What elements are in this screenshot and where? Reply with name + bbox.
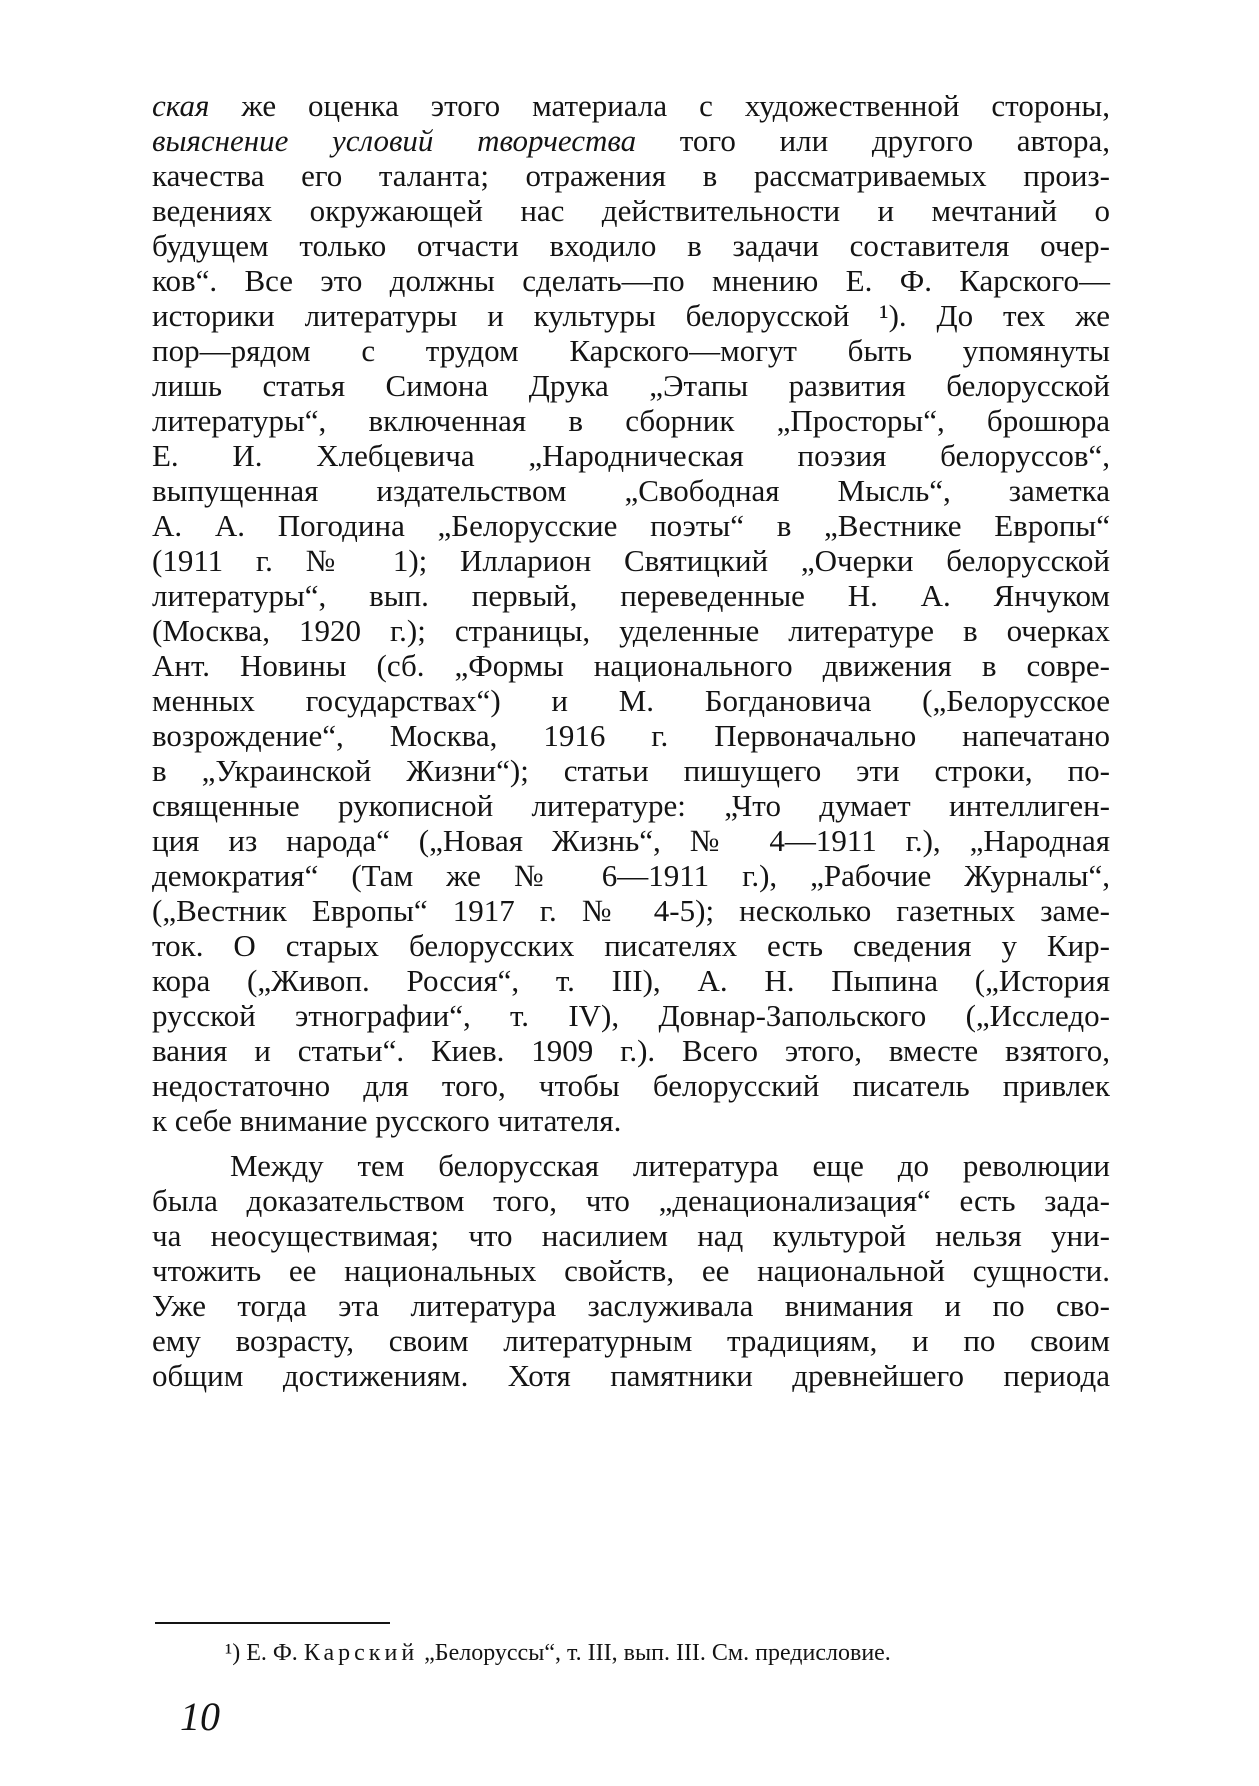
- text-line: литературы“, вып. первый, переведенные Н. А. Янчуком: [152, 578, 1110, 613]
- text-line: ков“. Все это должны сделать—по мнению Е. Ф. Карского—: [152, 263, 1110, 298]
- text-line: общим достижениям. Хотя памятники древнейшего периода: [152, 1358, 1110, 1393]
- line-text: того или другого автора,: [636, 123, 1110, 158]
- text-line: пор—рядом с трудом Карского—могут быть упомянуты: [152, 333, 1110, 368]
- text-line: выпущенная издательством „Свободная Мысль“, заметка: [152, 473, 1110, 508]
- text-line: недостаточно для того, чтобы белорусский писатель привлек: [152, 1068, 1110, 1103]
- text-line: будущем только отчасти входило в задачи составителя очер-: [152, 228, 1110, 263]
- text-line: менных государствах“) и М. Богдановича („Белорусское: [152, 683, 1110, 718]
- text-line: („Вестник Европы“ 1917 г. № 4-5); несколько газетных заме-: [152, 893, 1110, 928]
- text-line: (Москва, 1920 г.); страницы, уделенные литературе в очерках: [152, 613, 1110, 648]
- text-line: [152, 86, 1110, 126]
- footnote-marker: ¹) Е. Ф.: [225, 1640, 304, 1666]
- text-line: к себе внимание русского читателя.: [152, 1103, 622, 1138]
- text-line: кора („Живоп. Россия“, т. III), А. Н. Пыпина („История: [152, 963, 1110, 998]
- paragraph-start-line: Между тем белорусская литература еще до революции: [230, 1148, 1110, 1183]
- text-line: Ант. Новины (сб. „Формы национального движения в совре-: [152, 648, 1110, 683]
- line-text: же оценка этого материала с художественной стороны,: [209, 88, 1110, 123]
- text-line: Е. И. Хлебцевича „Народническая поэзия белоруссов“,: [152, 438, 1110, 473]
- page-number: 10: [180, 1694, 220, 1739]
- text-line: вания и статьи“. Киев. 1909 г.). Всего этого, вместе взятого,: [152, 1033, 1110, 1068]
- text-line: священные рукописной литературе: „Что думает интеллиген-: [152, 788, 1110, 823]
- text-line: русской этнографии“, т. IV), Довнар-Запольского („Исследо-: [152, 998, 1110, 1033]
- italic-phrase: ская: [152, 88, 210, 123]
- text-line: ча неосуществимая; что насилием над культурой нельзя уни-: [152, 1218, 1110, 1253]
- text-line: историки литературы и культуры белорусской ¹). До тех же: [152, 298, 1110, 333]
- footnote-divider: [155, 1622, 390, 1624]
- text-line: литературы“, включенная в сборник „Просторы“, брошюра: [152, 403, 1110, 438]
- text-line: чтожить ее национальных свойств, ее национальной сущности.: [152, 1253, 1110, 1288]
- italic-phrase: выяснение условий творчества: [152, 123, 637, 158]
- footnote-author: Карский: [303, 1640, 419, 1666]
- text-line: ток. О старых белорусских писателях есть сведения у Кир-: [152, 928, 1110, 963]
- text-line: качества его таланта; отражения в рассматриваемых произ-: [152, 158, 1110, 193]
- text-line: ция из народа“ („Новая Жизнь“, № 4—1911 г.), „Народная: [152, 823, 1110, 858]
- text-line: демократия“ (Там же № 6—1911 г.), „Рабочие Журналы“,: [152, 858, 1110, 893]
- text-line: была доказательством того, что „денационализация“ есть зада-: [152, 1183, 1110, 1218]
- text-line: лишь статья Симона Друка „Этапы развития белорусской: [152, 368, 1110, 403]
- footnote-text: „Белоруссы“, т. III, вып. III. См. предисловие.: [418, 1640, 891, 1666]
- text-line: (1911 г. № 1); Илларион Святицкий „Очерки белорусской: [152, 543, 1110, 578]
- text-line: возрождение“, Москва, 1916 г. Первоначально напечатано: [152, 718, 1110, 753]
- text-line: ему возрасту, своим литературным традициям, и по своим: [152, 1323, 1110, 1358]
- text-line: А. А. Погодина „Белорусские поэты“ в „Вестнике Европы“: [152, 508, 1110, 543]
- text-line: ведениях окружающей нас действительности и мечтаний о: [152, 193, 1110, 228]
- text-line: в „Украинской Жизни“); статьи пишущего эти строки, по-: [152, 753, 1110, 788]
- text-line: Уже тогда эта литература заслуживала внимания и по сво-: [152, 1288, 1110, 1323]
- text-line: [152, 121, 1110, 161]
- footnote: [225, 1636, 891, 1670]
